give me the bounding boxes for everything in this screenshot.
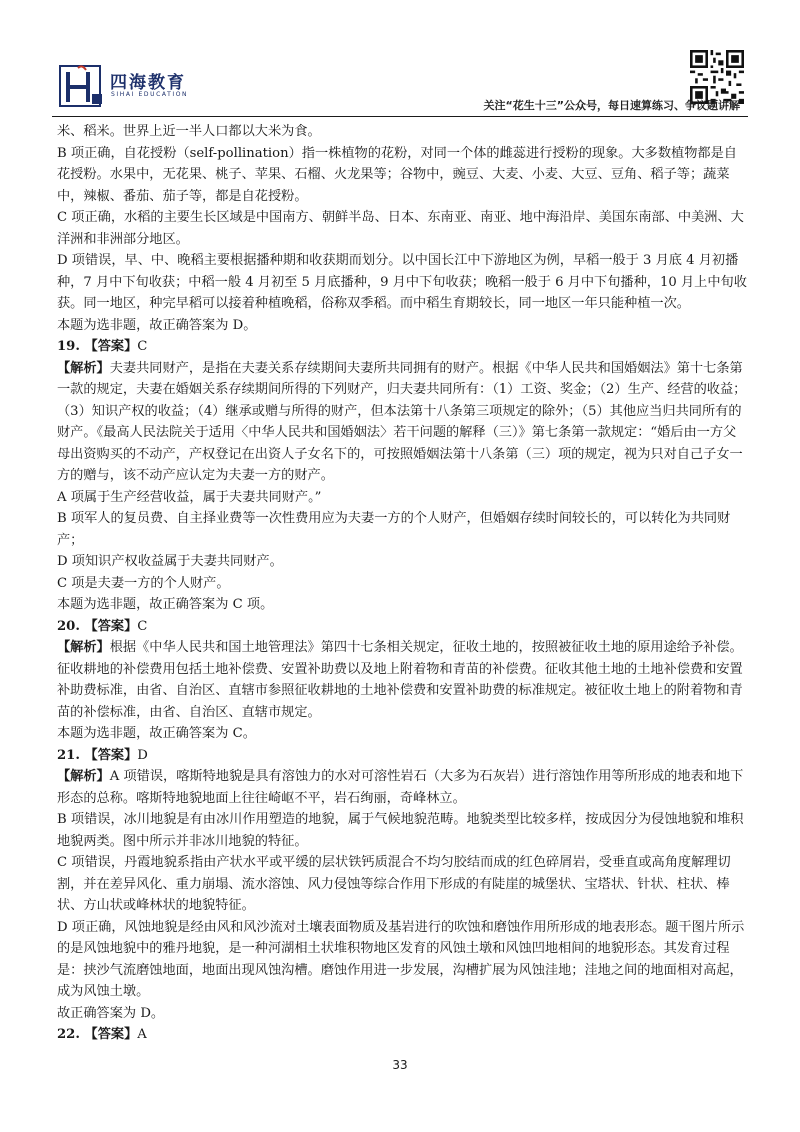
paragraph-label: 【解析】 (57, 769, 110, 784)
logo-text: 四海教育 (110, 73, 186, 93)
paragraph (57, 336, 747, 358)
paragraph (57, 1024, 747, 1046)
paragraph (57, 143, 747, 208)
paragraph-text: 根据《中华人民共和国土地管理法》第四十七条相关规定，征收土地的，按照被征收土地的原用途给予补偿。征收耕地的补偿费用包括土地补偿费、安置补助费以及地上附着物和青苗的补偿费。征收其他土地的土地补偿费和安置补助费标准，由省、自治区、直辖市参照征收耕地的土地补偿费和安置补助费的标准规定。被征收土地上的附着物和青苗的补偿标准，由省、自治区、直辖市规定。 (57, 640, 743, 720)
paragraph (57, 917, 747, 1003)
paragraph (57, 250, 747, 315)
paragraph-label: 【解析】 (57, 640, 110, 655)
logo-subtext: SIHAI EDUCATION (111, 91, 189, 98)
paragraph (57, 1003, 747, 1025)
paragraph (57, 551, 747, 573)
paragraph-text: C 项错误，丹霞地貌系指由产状水平或平缓的层状铁钙质混合不均匀胶结而成的红色碎屑岩，受垂直或高角度解理切割，并在差异风化、重力崩塌、流水溶蚀、风力侵蚀等综合作用下形成的有陡崖的城堡状、宝塔状、针状、柱状、棒状、方山状或峰林状的地貌特征。 (57, 855, 731, 913)
paragraph-text: D 项错误，早、中、晚稻主要根据播种期和收获期而划分。以中国长江中下游地区为例，早稻一般于 3 月底 4 月初播种，7 月中下旬收获；中稻一般 4 月初至 5 月底播种，9 月中下旬收获；晚稻一般于 6 月中下旬播种，10 月上中旬收获。同一地区，种完早稻可以接着种植晚稻，俗称双季稻。而中稻生育期较长，同一地区一年只能种植一次。 (57, 253, 747, 311)
paragraph-text: B 项正确，自花授粉（self-pollination）指一株植物的花粉，对同一个体的雌蕊进行授粉的现象。大多数植物都是自花授粉。水果中，无花果、桃子、苹果、石榴、火龙果等；谷物中，豌豆、大麦、小麦、大豆、豆角、稻子等；蔬菜中，辣椒、番茄、茄子等，都是自花授粉。 (57, 145, 737, 204)
paragraph-text: C (137, 618, 148, 634)
paragraph-text: 故正确答案为 D。 (57, 1005, 165, 1021)
paragraph-label: 22. 【答案】 (57, 1027, 138, 1042)
paragraph (57, 766, 747, 809)
paragraph (57, 594, 747, 616)
header-slogan: 关注“花生十三”公众号，每日速算练习、争议题讲解 (483, 99, 740, 112)
paragraph-text: B 项错误，冰川地貌是有由冰川作用塑造的地貌，属于气候地貌范畴。地貌类型比较多样，按成因分为侵蚀地貌和堆积地貌两类。图中所示并非冰川地貌的特征。 (57, 812, 744, 849)
page-header (52, 50, 748, 117)
paragraph-text: 夫妻共同财产，是指在夫妻关系存续期间夫妻所共同拥有的财产。根据《中华人民共和国婚姻法》第十七条第一款的规定，夫妻在婚姻关系存续期间所得的下列财产，归夫妻共同所有：（1）工资、奖金；（2）生产、经营的收益；（3）知识产权的收益；（4）继承或赠与所得的财产，但本法第十八条第三项规定的除外；（5）其他应当归共同所有的财产。《最高人民法院关于适用〈中华人民共和国婚姻法〉若干问题的解释（三）》第七条第一款规定：“婚后由一方父母出资购买的不动产，产权登记在出资人子女名下的，可按照婚姻法第十八条第（三）项的规定，视为只对自己子女一方的赠与，该不动产应认定为夫妻一方的财产。 (57, 360, 747, 483)
paragraph-text: 本题为选非题，故正确答案为 D。 (57, 317, 257, 333)
paragraph-text: A (137, 1027, 147, 1042)
paragraph-text: D 项正确，风蚀地貌是经由风和风沙流对土壤表面物质及基岩进行的吹蚀和磨蚀作用所形成的地表形态。题干图片所示的是风蚀地貌中的雅丹地貌，是一种河湖相土状堆积物地区发育的风蚀土墩和风蚀凹地相间的地貌形态。其发育过程是：挟沙气流磨蚀地面，地面出现风蚀沟槽。磨蚀作用进一步发展，沟槽扩展为风蚀洼地；洼地之间的地面相对高起，成为风蚀土墩。 (57, 919, 745, 999)
paragraph-text: 本题为选非题，故正确答案为 C。 (57, 726, 256, 741)
paragraph (57, 358, 747, 487)
paragraph (57, 207, 747, 250)
page-number: 33 (392, 1058, 408, 1072)
document-body (57, 121, 747, 1046)
paragraph-text: 米、稻米。世界上近一半人口都以大米为食。 (57, 124, 321, 139)
paragraph (57, 616, 747, 638)
paragraph-text: 本题为选非题，故正确答案为 C 项。 (57, 597, 274, 612)
paragraph (57, 121, 747, 143)
paragraph (57, 315, 747, 337)
paragraph-label: 21. 【答案】 (57, 747, 138, 763)
logo (58, 64, 218, 110)
paragraph-text: D (137, 747, 148, 763)
paragraph (57, 809, 747, 852)
logo-mark-icon (58, 64, 106, 110)
paragraph-text: B 项军人的复员费、自主择业费等一次性费用应为夫妻一方的个人财产，但婚姻存续时间较长的，可以转化为共同财产； (57, 511, 731, 548)
paragraph-text: C 项是夫妻一方的个人财产。 (57, 575, 230, 591)
paragraph-text: A 项错误，喀斯特地貌是具有溶蚀力的水对可溶性岩石（大多为石灰岩）进行溶蚀作用等所形成的地表和地下形态的总称。喀斯特地貌地面上往往崎岖不平，岩石绚丽，奇峰林立。 (57, 769, 744, 806)
paragraph-label: 【解析】 (57, 360, 110, 376)
paragraph (57, 487, 747, 509)
paragraph-text: C (137, 339, 148, 354)
paragraph (57, 573, 747, 595)
paragraph (57, 637, 747, 723)
paragraph-label: 19. 【答案】 (57, 339, 138, 354)
paragraph (57, 508, 747, 551)
paragraph (57, 723, 747, 745)
paragraph-text: D 项知识产权收益属于夫妻共同财产。 (57, 554, 283, 569)
qr-code-icon (690, 50, 744, 104)
paragraph (57, 745, 747, 767)
paragraph (57, 852, 747, 917)
paragraph-label: 20. 【答案】 (57, 618, 138, 634)
paragraph-text: C 项正确，水稻的主要生长区域是中国南方、朝鲜半岛、日本、东南亚、南亚、地中海沿岸、美国东南部、中美洲、大洋洲和非洲部分地区。 (57, 210, 744, 247)
paragraph-text: A 项属于生产经营收益，属于夫妻共同财产。” (57, 489, 322, 505)
